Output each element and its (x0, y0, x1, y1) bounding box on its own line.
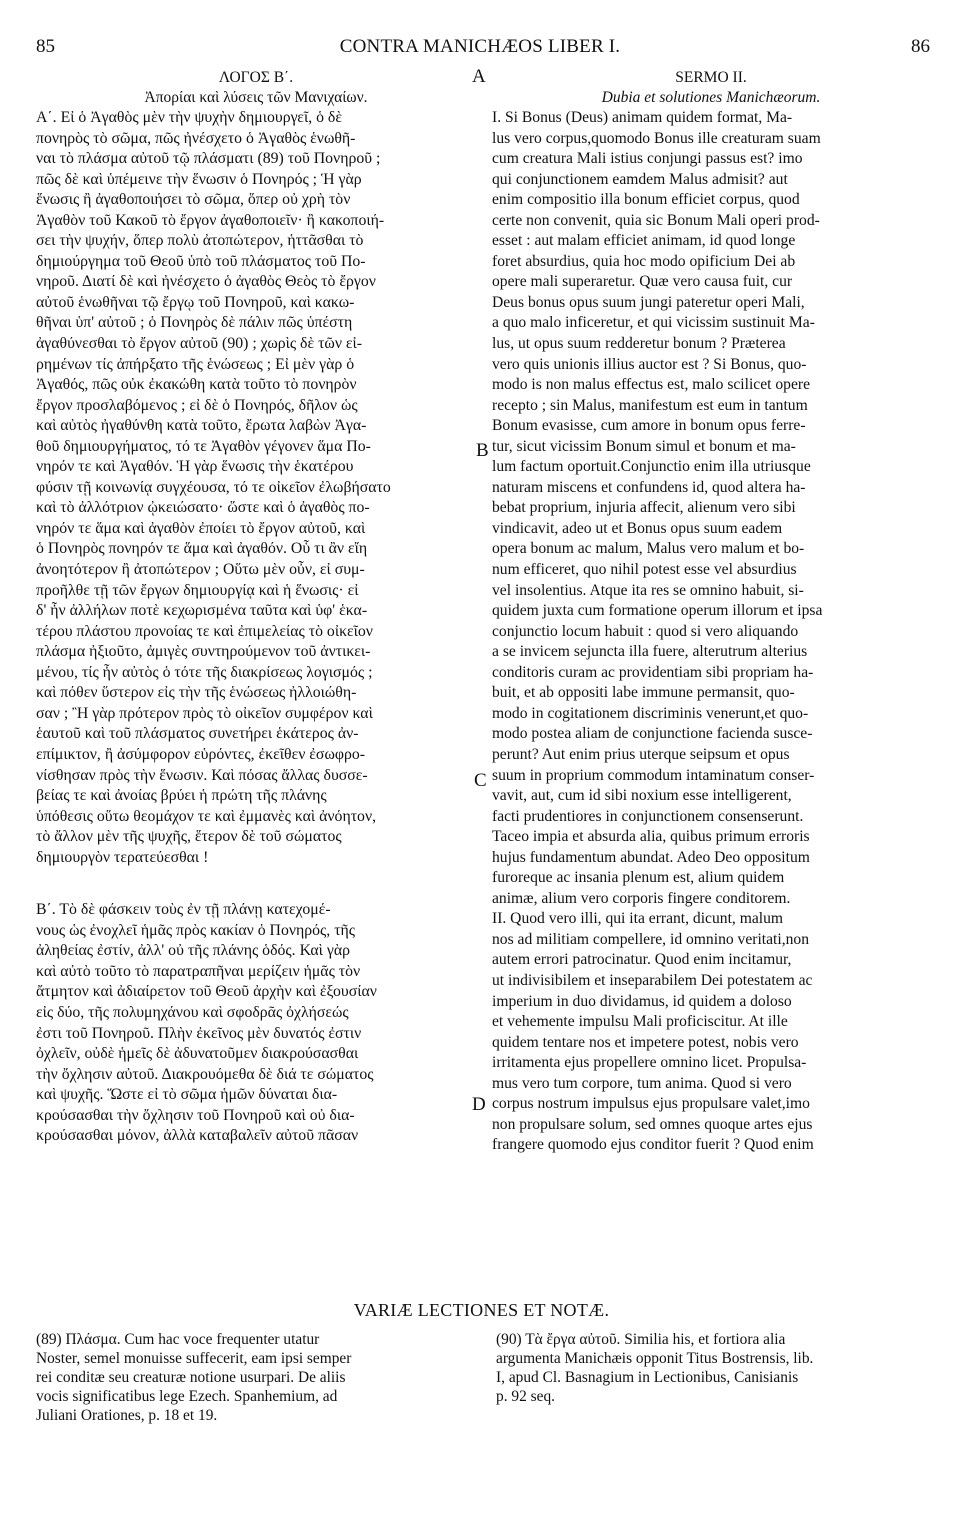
greek-text-line: Ἀγαθὸν τοῦ Κακοῦ τὸ ἔργον ἀγαθοποιεῖν· ἢ κακοποιή- (36, 211, 385, 229)
greek-text-line: πονηρὸς τὸ σῶμα, πῶς ἠνέσχετο ὁ Ἀγαθὸς ἑνωθῆ- (36, 129, 356, 147)
greek-text-line: δημιουργὸν τερατεύεσθαι ! (36, 848, 209, 866)
greek-text-line: νηροῦ. Διατί δὲ καὶ ἠνέσχετο ὁ ἀγαθὸς Θεὸς τὸ ἔργον (36, 273, 376, 291)
greek-paragraph-2 (36, 900, 476, 1147)
note-line: p. 92 seq. (496, 1388, 555, 1405)
greek-text-line: καὶ ψυχῆς. Ὥστε εἰ τὸ σῶμα ἡμῶν δύναται δια- (36, 1086, 338, 1104)
latin-text-line: qui conjunctionem eamdem Malus admisit? aut (492, 170, 788, 188)
greek-text-line: Ἀγαθός, πῶς οὐκ ἐκακώθη κατὰ τοῦτο τὸ πονηρὸν (36, 376, 357, 394)
latin-subtitle: Dubia et solutiones Manichæorum. (601, 89, 821, 106)
latin-text-line: certe non convenit, quia sic Bonum Mali operi prod- (492, 211, 820, 229)
latin-text-line: enim compositio illa bonum efficiet corpus, quod (492, 191, 800, 209)
latin-text-line: suum in proprium commodum intaminatum conser- (492, 766, 815, 784)
latin-text-line: imperium in duo dividamus, id quidem a doloso (492, 992, 792, 1010)
greek-text-line: ἄτμητον καὶ ἀδιαίρετον τοῦ Θεοῦ ἀρχὴν καὶ ἐξουσίαν (36, 983, 377, 1001)
latin-text-line: lus vero corpus,quomodo Bonus ille creaturam suam (492, 129, 821, 147)
latin-text-line: recepto ; sin Malus, manifestum est eum in tantum (492, 396, 808, 414)
latin-text-line: vero quis unionis illius auctor est ? Si Bonus, quo- (492, 355, 807, 373)
latin-text-line: ut indivisibilem et inseparabilem Dei potestatem ac (492, 971, 813, 989)
latin-title: SERMO II. (675, 69, 747, 86)
latin-text-line: animæ, alium vero corporis fingere conditorem. (492, 889, 791, 907)
latin-text-line: quidem tentare nos et impetere potest, nobis vero (492, 1033, 799, 1051)
greek-text-line: δημιούργημα τοῦ Θεοῦ ὑπὸ τοῦ πλάσματος τοῦ Πο- (36, 252, 366, 270)
latin-text-line: vindicavit, adeo ut et Bonus opus suum eadem (492, 519, 783, 537)
note-line: I, apud Cl. Basnagium in Lectionibus, Canisianis (496, 1369, 799, 1386)
latin-text-line: non propulsare solum, sed omnes quoque artes ejus (492, 1115, 813, 1133)
latin-text-line: cum creatura Mali istius conjungi passus est? imo (492, 150, 803, 168)
running-title: CONTRA MANICHÆOS LIBER I. (339, 36, 621, 57)
latin-text-line: a quo malo inficeretur, et qui vicissim sustinuit Ma- (492, 314, 815, 332)
latin-text-line: lus, ut opus suum redderetur bonum ? Præterea (492, 335, 786, 353)
notes-right-column (496, 1330, 926, 1406)
greek-text-line: σει τὴν ψυχήν, ὅπερ πολὺ ἀτοπώτερον, ἡττᾶσθαι τὸ (36, 232, 364, 250)
latin-text-line: conjunctio locum habuit : quod si vero aliquando (492, 622, 799, 640)
greek-text-line: πλάσμα ἠξιοῦτο, ἀμιγὲς συντηρούμενον τοῦ ἀντικει- (36, 643, 371, 661)
latin-text-line: I. Si Bonus (Deus) animam quidem format, Ma- (492, 109, 793, 126)
greek-text-line: φύσιν τῇ κοινωνίᾳ συγχέουσα, τό τε οἰκεῖον ἐλωβήσατο (36, 478, 391, 496)
greek-text-line: ὀχλεῖν, οὐδὲ ἡμεῖς δὲ ἀδυνατοῦμεν διακρούσασθαι (36, 1045, 359, 1063)
greek-paragraph-1 (36, 108, 476, 868)
latin-text-line: Deus bonus opus suum jungi pateretur operi Mali, (492, 293, 805, 311)
latin-body (492, 108, 930, 1156)
margin-letter-a: A (472, 66, 486, 87)
margin-letter-b: B (476, 440, 489, 461)
page-number-right: 86 (911, 36, 930, 57)
latin-text-line: modo is non malus effectus est, malo scilicet opere (492, 376, 811, 394)
latin-text-line: opere mali superaretur. Quæ vero causa fuit, cur (492, 273, 793, 291)
greek-text-line: εἰς δύο, τῆς πολυμηχάνου καὶ σφοδρᾶς ὀχλήσεώς (36, 1003, 349, 1021)
greek-text-line: Β΄. Τὸ δὲ φάσκειν τοὺς ἐν τῇ πλάνῃ κατεχομέ- (36, 901, 331, 919)
greek-text-line: ἀγαθύνεσθαι τὸ ἔργον αὐτοῦ (90) ; χωρὶς δὲ τῶν εἰ- (36, 335, 363, 353)
latin-text-line: frangere quomodo ejus conditor fuerit ? Quod enim (492, 1136, 814, 1154)
note-line: (89) Πλάσμα. Cum hac voce frequenter utatur (36, 1331, 320, 1348)
greek-text-line: ἔργον προσλαβόμενος ; εἰ δὲ ὁ Πονηρός, δῆλον ὡς (36, 396, 358, 414)
greek-text-line: βείας τε καὶ ἀνοίας βρύει ἡ πρώτη τῆς πλάνης (36, 787, 327, 805)
latin-column (492, 68, 930, 1156)
page-number-left: 85 (36, 36, 55, 57)
greek-text-line: νηρόν τε ἅμα καὶ ἀγαθὸν ἐποίει τὸ ἔργον αὐτοῦ, καὶ (36, 519, 366, 537)
latin-text-line: autem errori patrocinatur. Quod enim incitamur, (492, 951, 792, 969)
latin-text-line: Taceo impia et absurda alia, quibus primum erroris (492, 828, 810, 846)
latin-text-line: opera bonum ac malum, Malus vero malum et bo- (492, 540, 805, 558)
latin-text-line: vel insolentius. Atque ita res se omnino habuit, si- (492, 581, 804, 599)
latin-text-line: modo in cogitationem discriminis venerunt,et quo- (492, 704, 809, 722)
latin-text-line: vavit, aut, cum id sibi noxium esse intelligerent, (492, 787, 792, 805)
note-line: Juliani Orationes, p. 18 et 19. (36, 1407, 218, 1424)
greek-text-line: πῶς δὲ καὶ ὑπέμεινε τὴν ἕνωσιν ὁ Πονηρός ; Ἡ γὰρ (36, 170, 362, 188)
latin-text-line: conditoris curam ac providentiam sibi propriam ha- (492, 663, 814, 681)
greek-text-line: καὶ αὐτὸ τοῦτο τὸ παρατραπῆναι μερίζειν ἡμᾶς τὸν (36, 962, 361, 980)
greek-text-line: προῆλθε τῇ τῶν ἔργων δημιουργίᾳ καὶ ἡ ἕνωσις· εἰ (36, 581, 359, 599)
greek-text-line: τὴν ὄχλησιν αὐτοῦ. Διακρουόμεθα δὲ διά τε σώματος (36, 1065, 374, 1083)
greek-text-line: καὶ αὐτὸς ἠγαθύνθη κατὰ τοῦτο, ἔρωτα λαβὼν Ἀγα- (36, 417, 367, 435)
note-line: argumenta Manichæis opponit Titus Bostrensis, lib. (496, 1350, 814, 1367)
greek-text-line: κρούσασθαι μόνον, ἀλλὰ καταβαλεῖν αὐτοῦ πᾶσαν (36, 1127, 359, 1145)
note-line: rei conditæ seu creaturæ notione usurpari. De aliis (36, 1369, 346, 1386)
greek-text-line: θῆναι ὑπ' αὐτοῦ ; ὁ Πονηρὸς δὲ πάλιν πῶς ὑπέστη (36, 314, 353, 332)
greek-text-line: ἕνωσις ἢ ἀγαθοποιήσει τὸ σῶμα, ὅπερ οὐ χρὴ τὸν (36, 191, 351, 209)
greek-text-line: μένου, τίς ἦν αὐτὸς ὁ τότε τῆς διακρίσεως λογισμός ; (36, 663, 373, 681)
latin-text-line: irritamenta ejus propellere omnino licet. Propulsa- (492, 1054, 807, 1072)
note-line: vocis significatibus lege Ezech. Spanhemium, ad (36, 1388, 338, 1405)
latin-text-line: furoreque ac insania plenum est, alium quidem (492, 869, 785, 887)
margin-letter-d: D (472, 1094, 486, 1115)
latin-text-line: naturam miscens et confundens id, quod altera ha- (492, 478, 806, 496)
greek-text-line: καὶ τὸ ἀλλότριον ᾠκειώσατο· ὥστε καὶ ὁ ἀγαθὸς πο- (36, 499, 370, 517)
greek-text-line: ἑαυτοῦ καὶ τοῦ πλάσματος συνετήρει ἑκάτερος ἀν- (36, 725, 359, 743)
greek-text-line: σαν ; Ἢ γὰρ πρότερον πρὸς τὸ οἰκεῖον συμφέρον καὶ (36, 704, 373, 722)
greek-text-line: τὸ ἄλλον μὲν τῆς ψυχῆς, ἕτερον δὲ τοῦ σώματος (36, 828, 342, 846)
latin-text-line: et vehemente impulsu Mali proficiscitur. At ille (492, 1013, 788, 1031)
greek-column (36, 68, 476, 1147)
greek-text-line: νους ὡς ἐνοχλεῖ ἡμᾶς πρὸς κακίαν ὁ Πονηρός, τῆς (36, 921, 356, 939)
greek-text-line: αὐτοῦ ἑνωθῆναι τῷ ἔργῳ τοῦ Πονηροῦ, καὶ κακω- (36, 293, 355, 311)
greek-text-line: ὁ Πονηρὸς πονηρόν τε ἅμα καὶ ἀγαθόν. Οὗ τι ἂν εἴη (36, 540, 368, 558)
latin-text-line: mus vero tum corpore, tum anima. Quod si vero (492, 1074, 792, 1092)
latin-text-line: corpus nostrum impulsus ejus propulsare valet,imo (492, 1095, 810, 1113)
note-line: (90) Τὰ ἔργα αὐτοῦ. Similia his, et fortiora alia (496, 1331, 786, 1348)
latin-text-line: esset : aut malam efficiet animam, id quod longe (492, 232, 796, 250)
greek-text-line: επίμικτον, ἢ ἀσύμφορον εὑρόντες, ἐκεῖθεν ἐσωφρο- (36, 745, 365, 763)
greek-text-line: Α΄. Εἰ ὁ Ἀγαθὸς μὲν τὴν ψυχὴν δημιουργεῖ, ὁ δὲ (36, 109, 343, 126)
latin-text-line: hujus fundamentum abundat. Adeo Deo oppositum (492, 848, 810, 866)
latin-text-line: perunt? Aut enim prius uterque seipsum et opus (492, 745, 790, 763)
latin-text-line: facti prudentiores in conjunctionem consenserunt. (492, 807, 804, 825)
notes-title: VARIÆ LECTIONES ET NOTÆ. (353, 1300, 610, 1320)
greek-text-line: τέρου πλάστου προνοίας τε καὶ ἐπιμελείας τὸ οἰκεῖον (36, 622, 373, 640)
greek-subtitle: Ἀπορίαι καὶ λύσεις τῶν Μανιχαίων. (144, 89, 368, 106)
latin-text-line: foret absurdius, quia hoc modo opificium Dei ab (492, 252, 796, 270)
latin-text-line: Bonum evasisse, cum amore in bonum opus ferre- (492, 417, 806, 435)
greek-text-line: κρούσασθαι τὴν ὄχλησιν τοῦ Πονηροῦ καὶ οὐ δια- (36, 1106, 355, 1124)
greek-text-line: νηρόν τε καὶ Ἀγαθόν. Ἡ γὰρ ἕνωσις τὴν ἑκατέρου (36, 458, 354, 476)
greek-text-line: ἀνοητότερον ἢ ἀτοπώτερον ; Οὕτω μὲν οὖν, εἰ συμ- (36, 561, 365, 579)
greek-text-line: δ' ἦν ἀλλήλων ποτὲ κεχωρισμένα ταῦτα καὶ ὑφ' ἑκα- (36, 602, 368, 620)
note-line: Noster, semel monuisse suffecerit, eam ipsi semper (36, 1350, 352, 1367)
greek-text-line: ἀληθείας ἐστίν, ἀλλ' οὐ τῆς πλάνης ὁδός. Καὶ γὰρ (36, 942, 351, 960)
latin-text-line: modo postea aliam de conjunctione facienda susce- (492, 725, 813, 743)
notes-left-column (36, 1330, 476, 1425)
latin-text-line: buit, et ab oppositi labe immune permansit, quo- (492, 684, 795, 702)
margin-letter-c: C (474, 770, 487, 791)
latin-text-line: lum factum oportuit.Conjunctio enim illa utriusque (492, 458, 811, 476)
latin-text-line: bebat proprium, injuria affecit, alienum vero sibi (492, 499, 796, 517)
latin-text-line: a se invicem sejuncta illa fuere, alterutrum alterius (492, 643, 808, 661)
greek-text-line: ἐστι τοῦ Πονηροῦ. Πλὴν ἐκεῖνος μὲν δυνατός ἐστιν (36, 1024, 362, 1042)
greek-text-line: ναι τὸ πλάσμα αὐτοῦ τῷ πλάσματι (89) τοῦ Πονηροῦ ; (36, 150, 381, 168)
running-header (30, 36, 930, 60)
greek-text-line: καὶ πόθεν ὕστερον εἰς τὴν τῆς ἑνώσεως ἠλλοιώθη- (36, 684, 357, 702)
greek-text-line: ὑπόθεσις οὕτω θεομάχον τε καὶ ἐμμανὲς καὶ ἀνόητον, (36, 807, 377, 825)
greek-text-line: νίσθησαν πρὸς τὴν ἕνωσιν. Καὶ πόσας ἄλλας δυσσε- (36, 766, 368, 784)
latin-text-line: quidem juxta cum formatione operum illorum et ipsa (492, 602, 823, 620)
greek-title: ΛΟΓΟΣ Β΄. (218, 69, 294, 86)
greek-text-line: θοῦ δημιουργήματος, τό τε Ἀγαθὸν γέγονεν ἅμα Πο- (36, 437, 371, 455)
latin-text-line: II. Quod vero illi, qui ita errant, dicunt, malum (492, 910, 784, 928)
latin-text-line: num efficeret, quo nihil potest esse vel absurdius (492, 561, 797, 579)
greek-text-line: ρημένων τίς ἀπήρξατο τῆς ἑνώσεως ; Εἰ μὲν γὰρ ὁ (36, 355, 355, 373)
latin-text-line: nos ad militiam compellere, id omnino veritati,non (492, 930, 810, 948)
latin-text-line: tur, sicut vicissim Bonum simul et bonum et ma- (492, 437, 796, 455)
